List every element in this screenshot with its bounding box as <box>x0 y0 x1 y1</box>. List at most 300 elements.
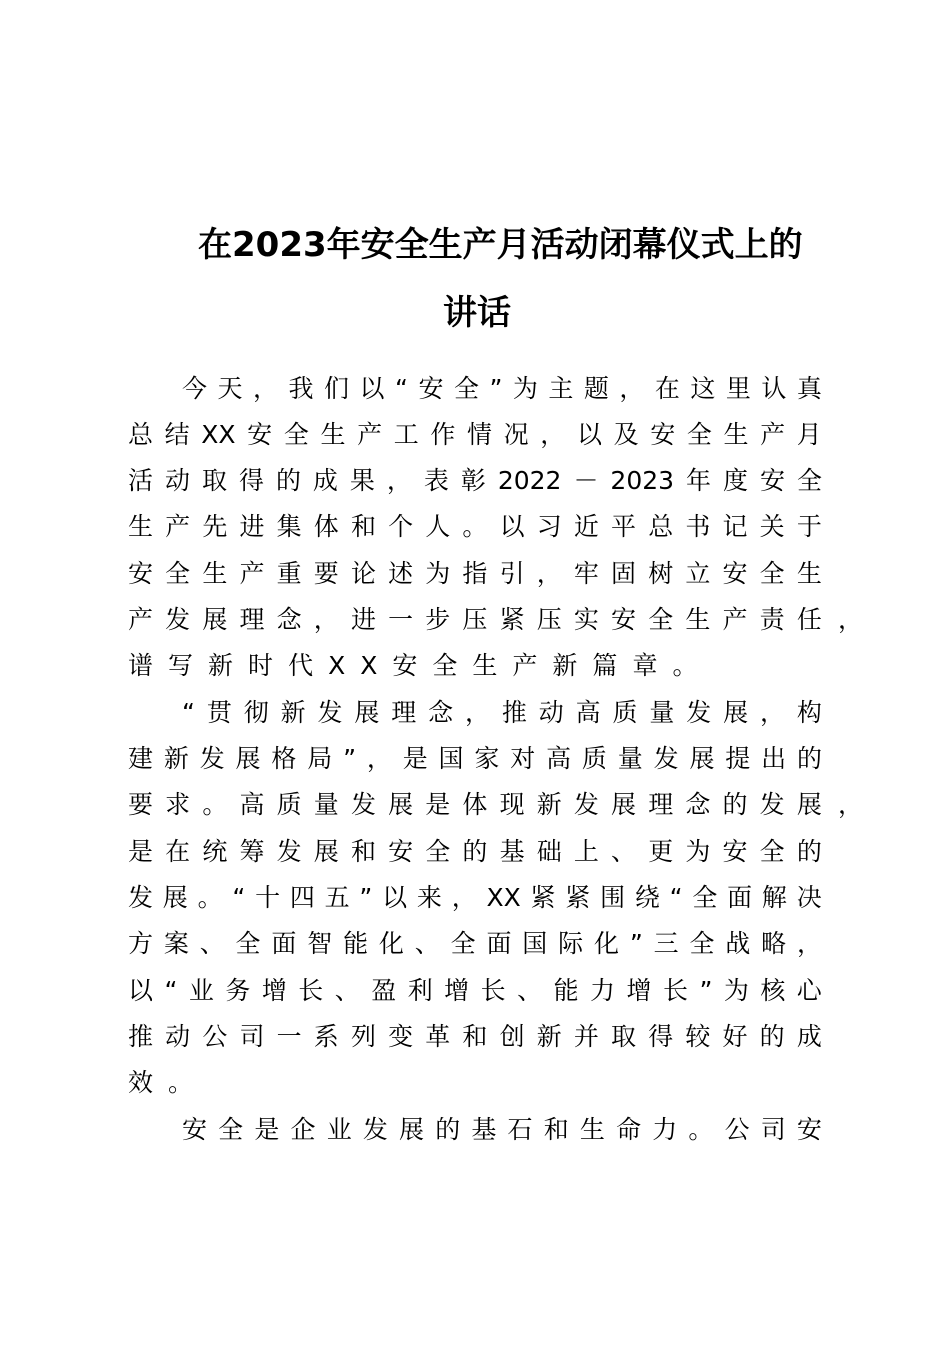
text-glyph: 业 <box>188 976 214 1005</box>
text-glyph: 战 <box>725 929 751 958</box>
text-glyph: 全 <box>689 929 715 958</box>
text-glyph: 绕 <box>634 883 660 912</box>
text-glyph: ” <box>489 374 503 403</box>
text-glyph: 全 <box>686 420 712 449</box>
text-glyph: 展 <box>689 744 715 773</box>
text-glyph: ” <box>629 929 643 958</box>
text-glyph: “ <box>164 976 178 1005</box>
text-glyph: “ <box>182 698 195 727</box>
text-glyph: 是 <box>254 1115 280 1144</box>
text-glyph: 安 <box>759 466 785 495</box>
paragraph-2-line-5 <box>128 883 822 913</box>
text-glyph: XX <box>328 651 393 680</box>
text-glyph: 是 <box>402 744 428 773</box>
text-glyph: 以 <box>576 420 602 449</box>
text-glyph: 全 <box>450 929 476 958</box>
text-glyph: 长 <box>480 976 506 1005</box>
text-glyph: 在 <box>654 374 680 403</box>
text-glyph: 新 <box>552 651 593 680</box>
text-glyph: 生 <box>128 512 154 541</box>
text-glyph: 国 <box>522 929 548 958</box>
text-glyph: 发 <box>573 790 599 819</box>
text-glyph: 况 <box>503 420 529 449</box>
text-glyph: 先 <box>202 512 228 541</box>
text-glyph: 能 <box>343 929 369 958</box>
text-glyph: 心 <box>796 976 822 1005</box>
text-glyph: 天 <box>217 374 243 403</box>
text-glyph: 指 <box>462 559 488 588</box>
text-glyph: 构 <box>796 698 822 727</box>
text-glyph: 长 <box>662 976 688 1005</box>
text-glyph: 的 <box>722 790 748 819</box>
text-glyph: 化 <box>593 929 619 958</box>
text-glyph: 新 <box>536 1022 562 1051</box>
paragraph-2-line-3 <box>128 790 822 820</box>
text-glyph: 全 <box>235 929 261 958</box>
text-glyph: 代 <box>288 651 329 680</box>
text-glyph: 体 <box>462 790 488 819</box>
text-glyph: 彰 <box>460 466 486 495</box>
text-glyph: 真 <box>796 374 822 403</box>
text-glyph: 际 <box>558 929 584 958</box>
text-glyph: 四 <box>289 883 315 912</box>
text-glyph: 质 <box>581 744 607 773</box>
text-glyph: 、 <box>199 929 225 958</box>
text-glyph: 发 <box>165 605 191 634</box>
text-glyph: 度 <box>723 466 749 495</box>
text-glyph: 发 <box>362 1115 388 1144</box>
text-glyph: 长 <box>298 976 324 1005</box>
text-glyph: ， <box>366 744 392 773</box>
paragraph-3-line-1 <box>182 1115 822 1145</box>
text-glyph: ” <box>343 744 357 773</box>
text-glyph: 变 <box>388 1022 414 1051</box>
text-glyph: 月 <box>796 420 822 449</box>
text-glyph: 活 <box>128 466 154 495</box>
text-glyph: － <box>573 466 599 495</box>
text-glyph: 量 <box>313 790 339 819</box>
text-glyph: 格 <box>271 744 297 773</box>
text-glyph: 智 <box>307 929 333 958</box>
text-glyph: 生 <box>723 420 749 449</box>
text-glyph: 牢 <box>573 559 599 588</box>
text-glyph: 全 <box>648 605 674 634</box>
text-glyph: 司 <box>239 1022 265 1051</box>
text-glyph: 十 <box>255 883 281 912</box>
paragraph-1-line-2 <box>128 420 822 450</box>
text-glyph: 紧 <box>565 883 591 912</box>
text-glyph: ， <box>386 466 412 495</box>
paragraph-2-line-8 <box>128 1022 822 1052</box>
text-glyph: 以 <box>128 976 154 1005</box>
text-glyph: ， <box>464 698 490 727</box>
text-glyph: 好 <box>722 1022 748 1051</box>
text-glyph: ， <box>759 698 785 727</box>
text-glyph: 的 <box>435 1115 461 1144</box>
text-glyph: ” <box>699 976 713 1005</box>
text-glyph: 基 <box>499 837 525 866</box>
text-glyph: 表 <box>423 466 449 495</box>
text-glyph: 主 <box>548 374 574 403</box>
text-glyph: 核 <box>760 976 786 1005</box>
text-glyph: 展 <box>796 790 822 819</box>
text-glyph: 量 <box>617 744 643 773</box>
paragraph-2-line-2 <box>128 744 822 774</box>
text-glyph: 安 <box>388 837 414 866</box>
text-glyph: 理 <box>391 698 417 727</box>
text-glyph: 谱 <box>128 651 169 680</box>
text-glyph: 务 <box>225 976 251 1005</box>
text-glyph: 。 <box>688 1115 714 1144</box>
text-glyph: 石 <box>507 1115 533 1144</box>
text-glyph: 在 <box>165 837 191 866</box>
paragraph-1-line-7 <box>128 651 822 681</box>
text-glyph: 贯 <box>206 698 232 727</box>
text-glyph: 一 <box>276 1022 302 1051</box>
paragraph-2-line-9 <box>128 1068 822 1098</box>
text-glyph: 新 <box>280 698 306 727</box>
text-glyph: 提 <box>725 744 751 773</box>
text-glyph: 三 <box>653 929 679 958</box>
text-glyph: 和 <box>350 837 376 866</box>
text-glyph: 篇 <box>592 651 633 680</box>
text-glyph: 的 <box>759 1022 785 1051</box>
text-glyph: 全 <box>796 466 822 495</box>
text-glyph: 近 <box>573 512 599 541</box>
text-glyph: 能 <box>553 976 579 1005</box>
text-glyph: “ <box>669 883 683 912</box>
text-glyph: 重 <box>276 559 302 588</box>
text-glyph: 产 <box>128 605 154 634</box>
text-glyph: 2023 <box>610 466 675 495</box>
text-glyph: 安 <box>392 651 433 680</box>
text-glyph: 增 <box>444 976 470 1005</box>
text-glyph: 集 <box>276 512 302 541</box>
text-glyph: 是 <box>128 837 154 866</box>
text-glyph: 固 <box>611 559 637 588</box>
text-glyph: ” <box>359 883 373 912</box>
text-glyph: 发 <box>653 744 679 773</box>
text-glyph: 来 <box>416 883 442 912</box>
text-glyph: 公 <box>724 1115 750 1144</box>
text-glyph: 。 <box>672 651 713 680</box>
text-glyph: 全 <box>432 651 473 680</box>
text-glyph: 压 <box>536 605 562 634</box>
text-glyph: 更 <box>648 837 674 866</box>
text-glyph: 、 <box>611 837 637 866</box>
text-glyph: 取 <box>611 1022 637 1051</box>
text-glyph: 念 <box>428 698 454 727</box>
text-glyph: 认 <box>761 374 787 403</box>
text-glyph: 列 <box>350 1022 376 1051</box>
text-glyph: 里 <box>725 374 751 403</box>
text-glyph: 盈 <box>371 976 397 1005</box>
text-glyph: 立 <box>685 559 711 588</box>
text-glyph: ， <box>313 605 339 634</box>
text-glyph: 决 <box>796 883 822 912</box>
text-glyph: 高 <box>546 744 572 773</box>
text-glyph: “ <box>232 883 246 912</box>
text-glyph: 为 <box>512 374 538 403</box>
text-glyph: 是 <box>425 790 451 819</box>
text-glyph: 量 <box>649 698 675 727</box>
text-glyph: 安 <box>796 1115 822 1144</box>
text-glyph: 对 <box>510 744 536 773</box>
text-glyph: 果 <box>349 466 375 495</box>
text-glyph: 写 <box>168 651 209 680</box>
text-glyph: 引 <box>499 559 525 588</box>
text-glyph: 这 <box>690 374 716 403</box>
text-glyph: 面 <box>486 929 512 958</box>
text-glyph: 围 <box>600 883 626 912</box>
text-glyph: 效 <box>128 1068 169 1097</box>
text-glyph: 全 <box>425 837 451 866</box>
text-glyph: 础 <box>536 837 562 866</box>
text-glyph: 要 <box>313 559 339 588</box>
text-glyph: 出 <box>761 744 787 773</box>
text-glyph: 和 <box>350 512 376 541</box>
text-glyph: 展 <box>235 744 261 773</box>
text-glyph: 、 <box>414 929 440 958</box>
text-glyph: 记 <box>722 512 748 541</box>
text-glyph: 发 <box>686 698 712 727</box>
text-glyph: 动 <box>164 466 190 495</box>
text-glyph: 全 <box>692 883 718 912</box>
text-glyph: 展 <box>388 790 414 819</box>
text-glyph: 局 <box>307 744 333 773</box>
text-glyph: 、 <box>517 976 543 1005</box>
text-glyph: 安 <box>722 837 748 866</box>
text-glyph: 作 <box>430 420 456 449</box>
text-glyph: 司 <box>760 1115 786 1144</box>
text-glyph: 总 <box>128 420 154 449</box>
text-glyph: 上 <box>573 837 599 866</box>
text-glyph: 生 <box>202 559 228 588</box>
text-glyph: 质 <box>612 698 638 727</box>
text-glyph: 以 <box>382 883 408 912</box>
text-glyph: 安 <box>650 420 676 449</box>
text-glyph: 展 <box>313 837 339 866</box>
text-glyph: 高 <box>575 698 601 727</box>
text-glyph: 展 <box>162 883 188 912</box>
overhang-comma-2: ， <box>838 790 864 819</box>
text-glyph: 及 <box>613 420 639 449</box>
text-glyph: 责 <box>759 605 785 634</box>
text-glyph: 念 <box>276 605 302 634</box>
text-glyph: 彻 <box>243 698 269 727</box>
text-glyph: 的 <box>275 466 301 495</box>
text-glyph: 系 <box>313 1022 339 1051</box>
text-glyph: 展 <box>399 1115 425 1144</box>
text-glyph: 工 <box>393 420 419 449</box>
text-glyph: 习 <box>536 512 562 541</box>
text-glyph: 理 <box>239 605 265 634</box>
text-glyph: 得 <box>648 1022 674 1051</box>
text-glyph: 五 <box>324 883 350 912</box>
text-glyph: XX <box>486 883 521 912</box>
text-glyph: 产 <box>165 512 191 541</box>
text-glyph: 发 <box>199 744 225 773</box>
text-glyph: 命 <box>616 1115 642 1144</box>
text-glyph: 产 <box>512 651 553 680</box>
paragraph-1-line-5 <box>128 559 822 589</box>
text-glyph: 全 <box>283 420 309 449</box>
text-glyph: 为 <box>685 837 711 866</box>
text-glyph: 生 <box>685 605 711 634</box>
text-glyph: 。 <box>168 1068 209 1097</box>
text-glyph: 安 <box>418 374 444 403</box>
text-glyph: 动 <box>538 698 564 727</box>
text-glyph: 、 <box>334 976 360 1005</box>
text-glyph: 平 <box>611 512 637 541</box>
text-glyph: 进 <box>350 605 376 634</box>
paragraph-2-line-7 <box>128 976 822 1006</box>
text-glyph: 于 <box>796 512 822 541</box>
text-glyph: 书 <box>685 512 711 541</box>
text-glyph: 全 <box>453 374 479 403</box>
text-glyph: 紧 <box>499 605 525 634</box>
text-glyph: 得 <box>238 466 264 495</box>
text-glyph: 高 <box>239 790 265 819</box>
text-glyph: 以 <box>499 512 525 541</box>
text-glyph: 动 <box>165 1022 191 1051</box>
text-glyph: 题 <box>583 374 609 403</box>
text-glyph: 安 <box>128 559 154 588</box>
text-glyph: ， <box>253 374 279 403</box>
text-glyph: 。 <box>462 512 488 541</box>
text-glyph: 推 <box>501 698 527 727</box>
text-glyph: 发 <box>317 698 343 727</box>
text-glyph: 安 <box>182 1115 208 1144</box>
text-glyph: 发 <box>350 790 376 819</box>
text-glyph: 发 <box>276 837 302 866</box>
text-glyph: 统 <box>202 837 228 866</box>
text-glyph: 家 <box>474 744 500 773</box>
text-glyph: 略 <box>761 929 787 958</box>
text-glyph: 国 <box>438 744 464 773</box>
text-glyph: ， <box>619 374 645 403</box>
paragraph-2-line-6 <box>128 929 822 959</box>
text-glyph: 增 <box>261 976 287 1005</box>
text-glyph: ， <box>540 420 566 449</box>
text-glyph: 安 <box>611 605 637 634</box>
text-glyph: XX <box>201 420 236 449</box>
text-glyph: 发 <box>128 883 154 912</box>
text-glyph: 求 <box>165 790 191 819</box>
text-glyph: 展 <box>723 698 749 727</box>
text-glyph: 个 <box>388 512 414 541</box>
text-glyph: 和 <box>462 1022 488 1051</box>
text-glyph: 为 <box>425 559 451 588</box>
text-glyph: 念 <box>685 790 711 819</box>
text-glyph: 推 <box>128 1022 154 1051</box>
text-glyph: 新 <box>163 744 189 773</box>
paragraph-2-line-1 <box>182 698 822 728</box>
text-glyph: 筹 <box>239 837 265 866</box>
text-glyph: 业 <box>326 1115 352 1144</box>
text-glyph: 体 <box>313 512 339 541</box>
text-glyph: 革 <box>425 1022 451 1051</box>
paragraph-2-line-4 <box>128 837 822 867</box>
text-glyph: 和 <box>543 1115 569 1144</box>
text-glyph: 情 <box>467 420 493 449</box>
text-glyph: 面 <box>727 883 753 912</box>
text-glyph: 2022 <box>497 466 562 495</box>
text-glyph: 生 <box>579 1115 605 1144</box>
text-glyph: 成 <box>796 1022 822 1051</box>
text-glyph: 紧 <box>530 883 556 912</box>
text-glyph: 展 <box>354 698 380 727</box>
text-glyph: 展 <box>611 790 637 819</box>
text-glyph: 并 <box>573 1022 599 1051</box>
text-glyph: 。 <box>197 883 223 912</box>
text-glyph: 任 <box>796 605 822 634</box>
text-glyph: 企 <box>290 1115 316 1144</box>
text-glyph: 质 <box>276 790 302 819</box>
document-title-line-2: 讲话 <box>443 293 511 333</box>
text-glyph: 产 <box>239 559 265 588</box>
text-glyph: ， <box>536 559 562 588</box>
text-glyph: 要 <box>128 790 154 819</box>
text-glyph: ， <box>451 883 477 912</box>
text-glyph: 的 <box>462 837 488 866</box>
text-glyph: 压 <box>462 605 488 634</box>
text-glyph: 关 <box>759 512 785 541</box>
text-glyph: 们 <box>324 374 350 403</box>
text-glyph: 解 <box>761 883 787 912</box>
text-glyph: 新 <box>536 790 562 819</box>
text-glyph: 的 <box>796 837 822 866</box>
text-glyph: 新 <box>208 651 249 680</box>
text-glyph: 步 <box>425 605 451 634</box>
text-glyph: 产 <box>722 605 748 634</box>
text-glyph: 基 <box>471 1115 497 1144</box>
text-glyph: 利 <box>407 976 433 1005</box>
document-title-line-1: 在2023年安全生产月活动闭幕仪式上的 <box>198 225 803 265</box>
paragraph-1-line-3 <box>128 466 822 496</box>
text-glyph: 人 <box>425 512 451 541</box>
text-glyph: 产 <box>357 420 383 449</box>
text-glyph: 实 <box>573 605 599 634</box>
paragraph-1-line-1 <box>182 374 822 404</box>
text-glyph: 述 <box>388 559 414 588</box>
text-glyph: 一 <box>388 605 414 634</box>
text-glyph: 增 <box>626 976 652 1005</box>
text-glyph: 理 <box>648 790 674 819</box>
text-glyph: 建 <box>128 744 154 773</box>
text-glyph: 论 <box>350 559 376 588</box>
overhang-comma-1: ， <box>838 605 864 634</box>
text-glyph: 案 <box>163 929 189 958</box>
text-glyph: “ <box>395 374 408 403</box>
text-glyph: 全 <box>165 559 191 588</box>
text-glyph: 章 <box>632 651 673 680</box>
text-glyph: 。 <box>202 790 228 819</box>
text-glyph: 创 <box>499 1022 525 1051</box>
text-glyph: 展 <box>202 605 228 634</box>
text-glyph: ， <box>796 929 822 958</box>
text-glyph: 进 <box>239 512 265 541</box>
paragraph-1-line-4 <box>128 512 822 542</box>
text-glyph: 我 <box>288 374 314 403</box>
text-glyph: 安 <box>247 420 273 449</box>
text-glyph: 生 <box>472 651 513 680</box>
text-glyph: 取 <box>201 466 227 495</box>
text-glyph: 力 <box>652 1115 678 1144</box>
text-glyph: 树 <box>648 559 674 588</box>
text-glyph: 成 <box>312 466 338 495</box>
text-glyph: 为 <box>723 976 749 1005</box>
